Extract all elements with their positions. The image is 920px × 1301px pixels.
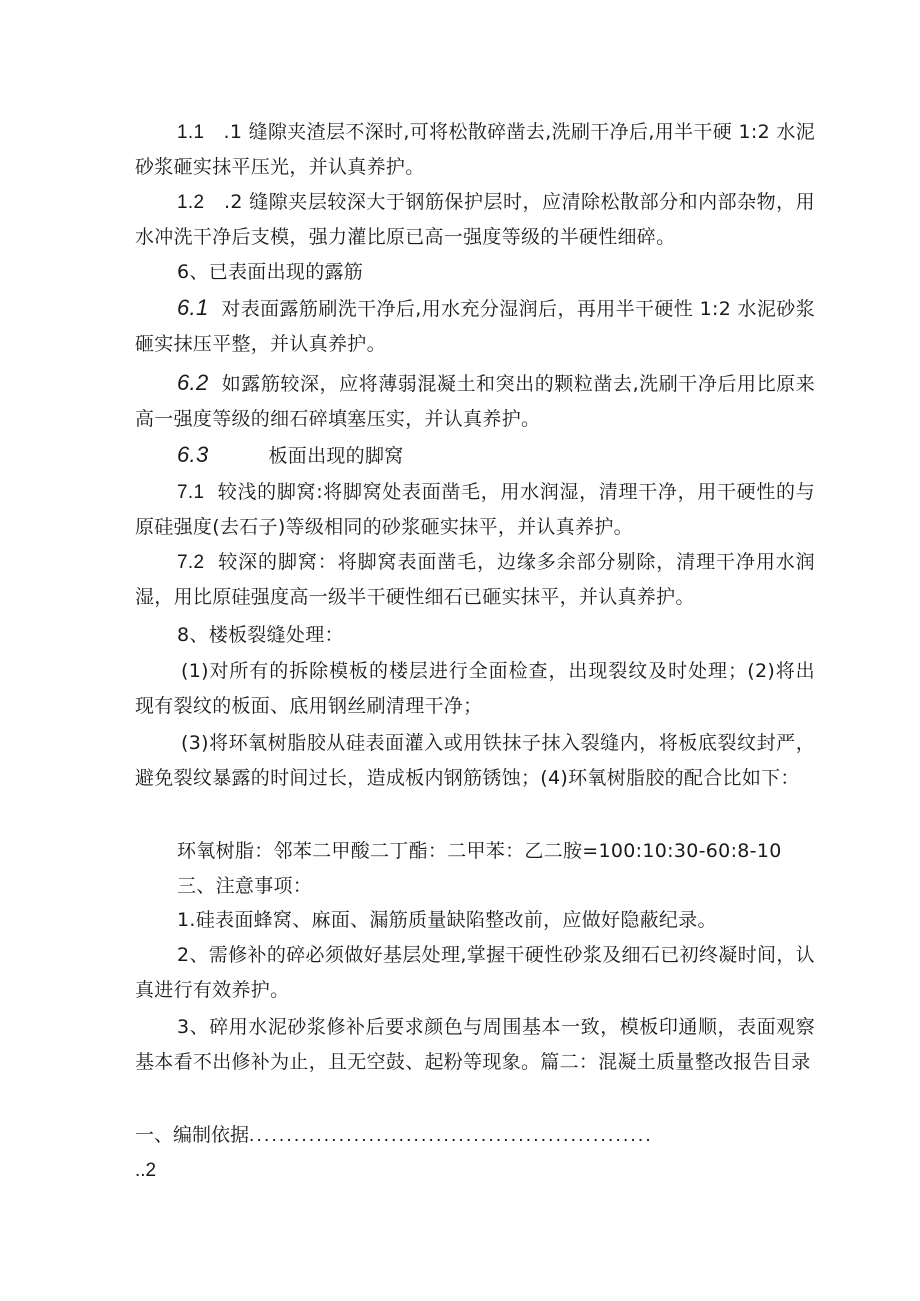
paragraph-text: .2 缝隙夹层较深大于钢筋保护层时，应清除松散部分和内部杂物，用水冲洗干净后支模，强力灌比原已高一强度等级的半硬性细碎。 bbox=[135, 191, 815, 248]
section-number: 6.3 bbox=[177, 442, 209, 467]
paragraph-text: 如露筋较深，应将薄弱混凝土和突出的颗粒凿去,洗刷干净后用比原来高一强度等级的细石碎填塞压实，并认真养护。 bbox=[135, 373, 815, 430]
paragraph-7-1 bbox=[135, 475, 815, 545]
paragraph-8-3: (3)将环氧树脂胶从硅表面灌入或用铁抹子抹入裂缝内，将板底裂纹封严，避免裂纹暴露的时间过长，造成板内钢筋锈蚀；(4)环氧树脂胶的配合比如下： bbox=[135, 732, 815, 789]
toc-entry-1-page bbox=[135, 1153, 795, 1188]
paragraph-text: 较深的脚窝：将脚窝表面凿毛，边缘多余部分剔除，清理干净用水润湿，用比原硅强度高一级半干硬性细石已砸实抹平，并认真养护。 bbox=[135, 551, 815, 608]
heading-notes: 三、注意事项： bbox=[177, 875, 313, 897]
heading-6: 6、已表面出现的露筋 bbox=[177, 261, 364, 283]
paragraph-1-1 bbox=[135, 115, 815, 185]
section-number: 1.2 bbox=[177, 192, 205, 213]
toc-page-number: ..2 bbox=[135, 1160, 157, 1181]
paragraph-6-3 bbox=[135, 437, 815, 474]
toc-label: 一、编制依据 bbox=[135, 1124, 250, 1146]
paragraph-text: 板面出现的脚窝 bbox=[268, 445, 404, 467]
paragraph-text: 较浅的脚窝:将脚窝处表面凿毛，用水润湿，清理干净，用干硬性的与原硅强度(去石子)等级相同的砂浆砸实抹平，并认真养护。 bbox=[135, 481, 815, 538]
toc-leader-dots: ...................................................... bbox=[249, 1125, 653, 1146]
section-number: 7.2 bbox=[177, 552, 205, 573]
section-number: 1.1 bbox=[177, 122, 205, 143]
note-1: 1.硅表面蜂窝、麻面、漏筋质量缺陷整改前，应做好隐蔽纪录。 bbox=[177, 909, 717, 931]
paragraph-text: 对表面露筋刷洗干净后,用水充分湿润后，再用半干硬性 1:2 水泥砂浆砸实抹压平整，并认真养护。 bbox=[135, 298, 815, 355]
paragraph-1-2 bbox=[135, 185, 815, 255]
note-2: 2、需修补的碎必须做好基层处理,掌握干硬性砂浆及细石已初终凝时间，认真进行有效养护。 bbox=[135, 944, 815, 1001]
paragraph-text: .1 缝隙夹渣层不深时,可将松散碎凿去,洗刷干净后,用半干硬 1:2 水泥砂浆砸实抹平压光，并认真养护。 bbox=[135, 121, 815, 178]
paragraph-7-2 bbox=[135, 545, 815, 615]
paragraph-6-1 bbox=[135, 290, 815, 362]
section-number: 7.1 bbox=[177, 482, 205, 503]
formula-line: 环氧树脂：邻苯二甲酸二丁酯：二甲苯：乙二胺=100:10:30-60:8-10 bbox=[177, 840, 782, 862]
toc-entry-1 bbox=[135, 1118, 795, 1153]
paragraph-8-1: (1)对所有的拆除模板的楼层进行全面检查，出现裂纹及时处理；(2)将出现有裂纹的板面、底用钢丝刷清理干净； bbox=[135, 660, 815, 717]
paragraph-6-2 bbox=[135, 365, 815, 437]
section-number: 6.1 bbox=[177, 295, 209, 320]
heading-8: 8、楼板裂缝处理： bbox=[177, 624, 344, 646]
note-3: 3、碎用水泥砂浆修补后要求颜色与周围基本一致，模板印通顺，表面观察基本看不出修补为止，且无空鼓、起粉等现象。篇二：混凝土质量整改报告目录 bbox=[135, 1016, 815, 1073]
section-number: 6.2 bbox=[177, 370, 209, 395]
